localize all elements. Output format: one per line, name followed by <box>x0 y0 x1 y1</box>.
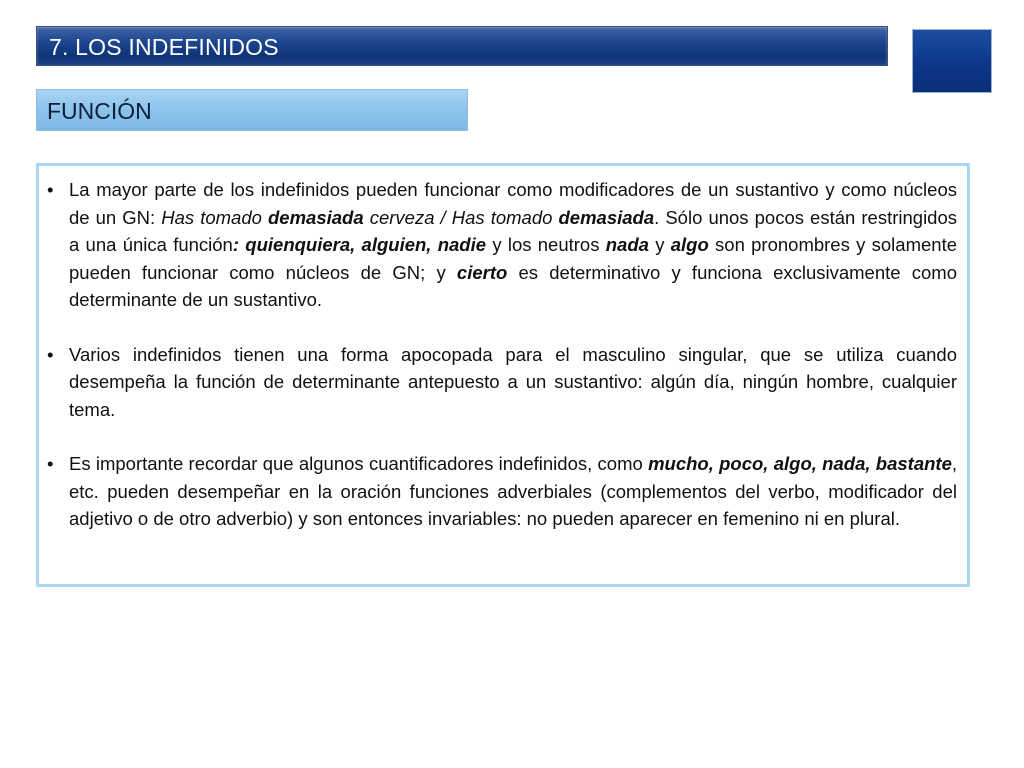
text-run: Varios indefinidos tienen una forma apocopada para el masculino singular, que se utiliza cuando desempeña la función de determinante antepuesto a un sustantivo: algún día, ningún hombre, cualquier tema. <box>69 343 957 420</box>
bullet-point-icon: • <box>47 343 54 365</box>
text-run: cierto <box>456 261 508 283</box>
bullet-point-icon: • <box>47 453 54 474</box>
text-run: es determinativo y funciona exclusivamente como determinante de un sustantivo. <box>69 261 957 310</box>
text-run: demasiada <box>268 206 364 228</box>
text-run: son pronombres y solamente pueden funcionar como núcleos de GN; y <box>69 234 957 283</box>
text-run: , etc. pueden desempeñar en la oración funciones adverbiales (complementos del verbo, modificador del adjetivo o de otro adverbio) y son entonces invariables: no pueden aparecer en femenino ni en plural. <box>69 453 957 529</box>
text-run: : quienquiera, alguien, nadie <box>232 234 487 255</box>
text-run: Has tomado <box>161 206 268 228</box>
slide-title: 7. LOS INDEFINIDOS <box>49 34 279 60</box>
subtitle-bar <box>36 89 468 131</box>
text-run: nada <box>605 234 649 255</box>
text-run: y <box>648 234 671 255</box>
text-run: demasiada <box>558 206 655 228</box>
bullet-item <box>47 450 957 533</box>
text-run: Es importante recordar que algunos cuantificadores indefinidos, como <box>69 453 649 474</box>
text-run: La mayor parte de los indefinidos pueden funcionar como modificadores de un sustantivo y como núcleos de un GN: <box>69 179 957 228</box>
content-box <box>36 163 970 587</box>
text-run: algo <box>670 234 709 255</box>
bullet-point-icon: • <box>47 179 54 200</box>
text-run: mucho, poco, algo, nada, bastante <box>648 453 952 474</box>
text-run: y los neutros <box>486 234 606 255</box>
bullet-item <box>47 176 958 314</box>
slide-subtitle: FUNCIÓN <box>47 98 152 124</box>
logo-square <box>912 29 992 93</box>
bullet-item <box>47 341 957 424</box>
title-bar <box>36 26 888 66</box>
bullet-list <box>47 176 958 533</box>
text-run: cerveza / Has tomado <box>363 206 559 228</box>
text-run: . Sólo unos pocos están restringidos a una única función <box>69 206 958 255</box>
